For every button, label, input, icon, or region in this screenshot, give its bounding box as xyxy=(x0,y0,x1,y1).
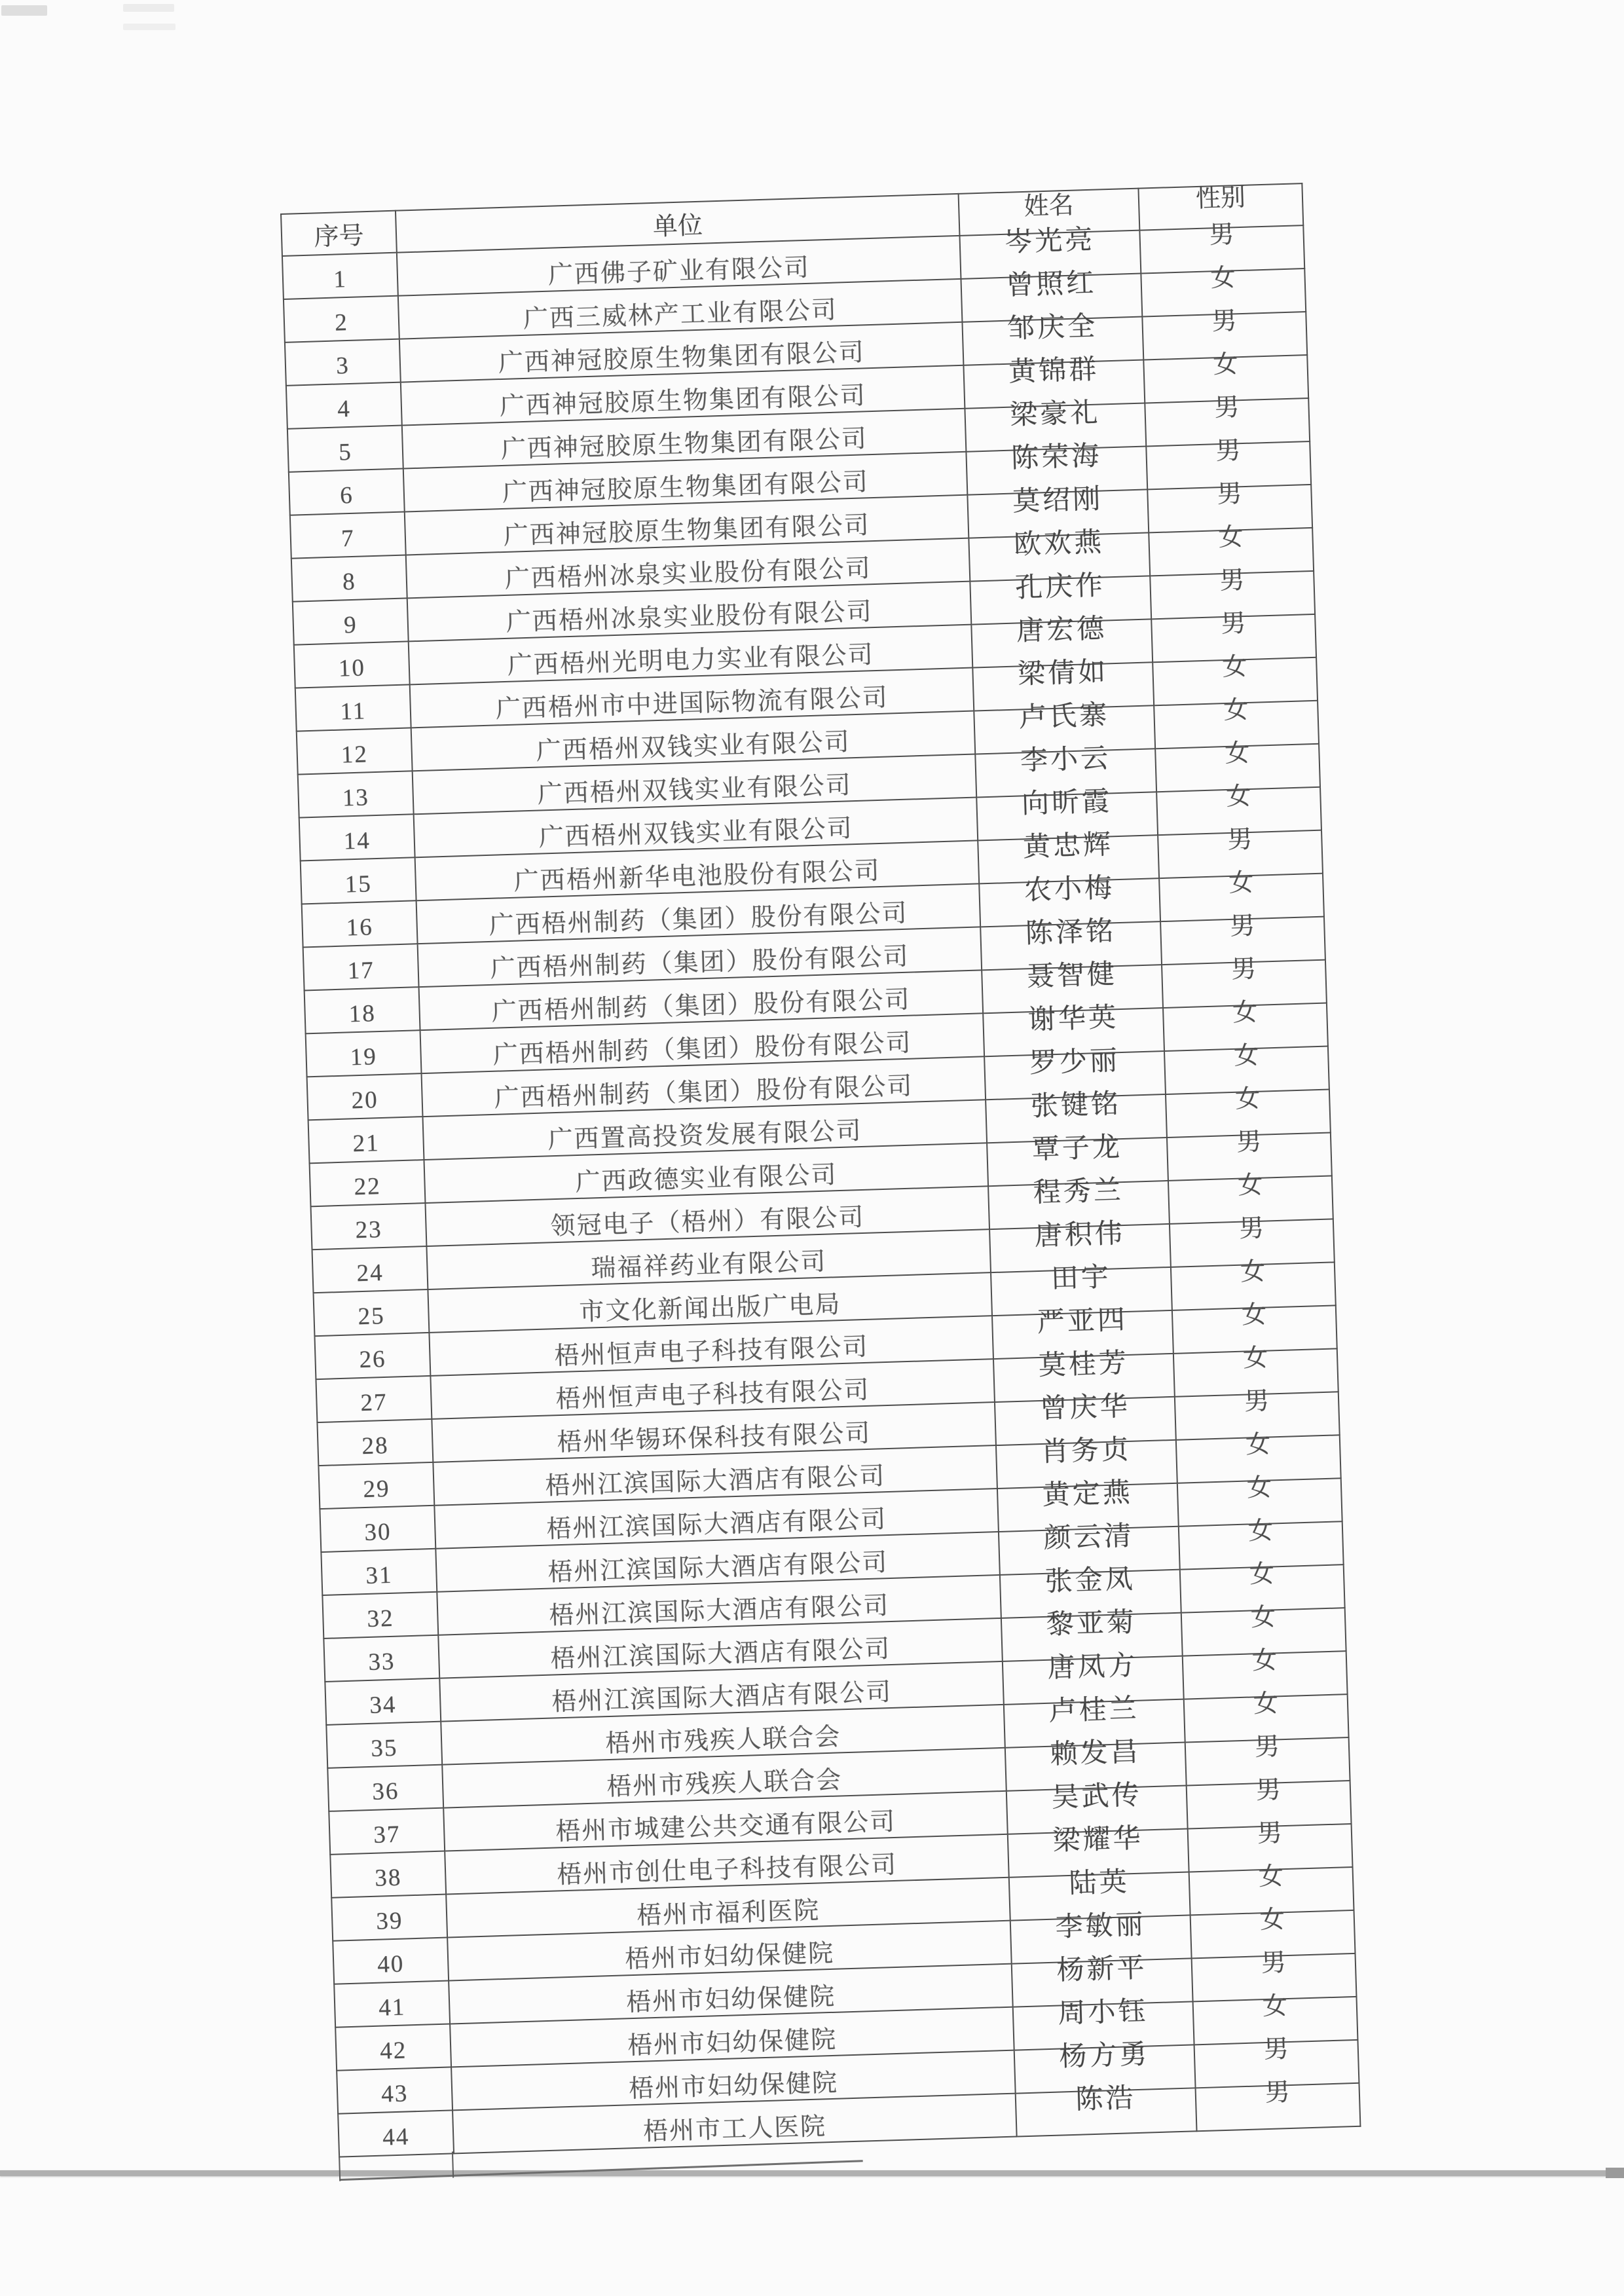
row-gender-value: 女 xyxy=(1223,695,1249,724)
row-index-cell xyxy=(295,684,411,731)
row-name-value: 李敏丽 xyxy=(1054,1910,1147,1943)
row-name-value: 颜云清 xyxy=(1043,1521,1135,1554)
row-unit-value: 广西梧州冰泉实业股份有限公司 xyxy=(504,554,872,593)
row-name-value: 程秀兰 xyxy=(1033,1176,1124,1209)
row-gender-value: 女 xyxy=(1251,1646,1278,1675)
row-index-value: 26 xyxy=(358,1345,387,1373)
row-index-value: 3 xyxy=(335,352,350,380)
row-unit-value: 梧州市工人医院 xyxy=(642,2112,827,2146)
row-unit-value: 梧州江滨国际大酒店有限公司 xyxy=(547,1548,889,1587)
row-index-cell xyxy=(285,339,401,386)
row-gender-value: 男 xyxy=(1255,1775,1282,1804)
row-index-cell xyxy=(303,944,419,990)
row-gender-cell xyxy=(1196,2078,1361,2131)
row-unit-value: 梧州市残疾人联合会 xyxy=(604,1722,841,1758)
row-index-cell xyxy=(294,641,410,688)
row-name-value: 李小云 xyxy=(1020,743,1111,777)
row-unit-value: 梧州市妇幼保健院 xyxy=(624,1939,835,1973)
row-index-cell xyxy=(290,512,406,559)
row-unit-value: 广西梧州制药（集团）股份有限公司 xyxy=(491,986,912,1026)
row-name-value: 肖务贞 xyxy=(1041,1434,1132,1468)
row-index-cell xyxy=(333,1938,449,1984)
row-unit-value: 梧州江滨国际大酒店有限公司 xyxy=(545,1505,887,1544)
table-border-stub xyxy=(339,2155,341,2181)
row-unit-value: 梧州市城建公共交通有限公司 xyxy=(555,1807,896,1845)
row-index-cell xyxy=(314,1333,430,1379)
row-index-cell xyxy=(325,1678,441,1725)
row-unit-value: 广西梧州双钱实业有限公司 xyxy=(536,728,851,766)
row-unit-value: 领冠电子（梧州）有限公司 xyxy=(549,1203,866,1240)
row-gender-value: 女 xyxy=(1224,739,1251,768)
row-index-cell xyxy=(293,598,409,644)
row-index-cell xyxy=(316,1376,432,1422)
row-index-value: 42 xyxy=(379,2036,407,2065)
row-unit-value: 广西神冠胶原生物集团有限公司 xyxy=(503,511,871,550)
row-unit-value: 广西梧州制药（集团）股份有限公司 xyxy=(494,1072,914,1113)
row-index-value: 2 xyxy=(334,308,349,337)
row-index-value: 34 xyxy=(369,1691,397,1719)
row-name-value: 邹庆全 xyxy=(1006,311,1098,344)
row-index-cell xyxy=(327,1765,443,1811)
row-index-cell xyxy=(291,555,407,601)
row-gender-value: 女 xyxy=(1241,1301,1267,1329)
row-gender-value: 女 xyxy=(1247,1516,1274,1546)
row-index-value: 27 xyxy=(360,1388,388,1416)
row-unit-value: 梧州恒声电子科技有限公司 xyxy=(555,1376,870,1413)
row-name-value: 唐宏德 xyxy=(1016,614,1107,647)
row-index-cell xyxy=(284,296,399,343)
row-index-value: 35 xyxy=(370,1734,399,1762)
row-index-value: 5 xyxy=(338,438,353,466)
row-gender-value: 女 xyxy=(1209,263,1236,292)
row-index-value: 21 xyxy=(352,1129,380,1157)
row-name-value: 田宇 xyxy=(1050,1262,1112,1295)
row-gender-value: 男 xyxy=(1211,306,1238,335)
header-index-label: 序号 xyxy=(313,221,365,251)
row-unit-value: 广西神冠胶原生物集团有限公司 xyxy=(500,424,868,464)
row-index-cell xyxy=(299,814,415,861)
row-name-value: 赖发昌 xyxy=(1049,1737,1141,1770)
row-unit-value: 瑞福祥药业有限公司 xyxy=(590,1248,828,1282)
row-unit-value: 广西神冠胶原生物集团有限公司 xyxy=(499,381,867,420)
header-gender-label: 性别 xyxy=(1195,183,1246,213)
row-index-cell xyxy=(308,1117,424,1163)
row-name-value: 周小钰 xyxy=(1057,1996,1149,2029)
row-unit-value: 梧州江滨国际大酒店有限公司 xyxy=(549,1635,891,1673)
scan-smudge xyxy=(123,24,175,30)
row-gender-value: 女 xyxy=(1249,1559,1275,1589)
scan-artifact-line-end xyxy=(1606,2168,1624,2178)
row-index-cell xyxy=(311,1203,427,1250)
row-index-value: 28 xyxy=(361,1432,390,1460)
row-index-cell xyxy=(286,382,402,429)
row-index-cell xyxy=(338,2110,454,2157)
row-unit-value: 梧州恒声电子科技有限公司 xyxy=(553,1333,869,1370)
row-unit-value: 梧州江滨国际大酒店有限公司 xyxy=(548,1591,890,1630)
row-index-cell xyxy=(334,1980,450,2027)
row-gender-value: 女 xyxy=(1234,1084,1261,1113)
row-name-value: 唐积伟 xyxy=(1034,1218,1126,1252)
row-index-cell xyxy=(322,1592,438,1639)
row-index-cell xyxy=(335,2024,451,2070)
row-index-value: 39 xyxy=(375,1907,403,1935)
row-index-value: 16 xyxy=(346,913,374,941)
row-gender-value: 女 xyxy=(1258,1862,1284,1891)
row-index-value: 9 xyxy=(343,611,358,639)
row-index-value: 22 xyxy=(354,1172,382,1200)
row-index-cell xyxy=(287,426,403,472)
row-index-cell xyxy=(312,1246,428,1293)
row-unit-value: 广西梧州制药（集团）股份有限公司 xyxy=(490,942,910,983)
row-index-value: 6 xyxy=(339,481,354,509)
row-gender-value: 男 xyxy=(1254,1732,1280,1761)
row-gender-value: 男 xyxy=(1236,1128,1262,1157)
row-gender-value: 女 xyxy=(1232,998,1258,1027)
row-index-value: 12 xyxy=(341,740,369,769)
row-index-cell xyxy=(329,1808,445,1855)
row-name-value: 唐凤方 xyxy=(1047,1650,1139,1684)
row-index-value: 30 xyxy=(363,1518,392,1546)
row-unit-value: 广西梧州光明电力实业有限公司 xyxy=(507,640,875,680)
row-name-value: 覃子龙 xyxy=(1031,1132,1123,1166)
row-gender-value: 男 xyxy=(1229,912,1255,940)
row-gender-value: 男 xyxy=(1213,393,1240,422)
row-name-value: 谢华英 xyxy=(1027,1003,1119,1036)
row-unit-value: 广西三威林产工业有限公司 xyxy=(523,296,838,333)
row-index-cell xyxy=(321,1549,437,1595)
row-name-value: 陆英 xyxy=(1068,1867,1130,1899)
scan-smudge xyxy=(123,4,174,12)
row-gender-value: 男 xyxy=(1216,479,1243,508)
row-unit-value: 广西梧州新华电池股份有限公司 xyxy=(513,857,881,896)
row-index-cell xyxy=(301,857,416,904)
row-index-cell xyxy=(289,469,405,515)
row-index-value: 33 xyxy=(367,1648,396,1676)
row-gender-value: 女 xyxy=(1253,1689,1279,1718)
row-name-cell xyxy=(1016,2083,1197,2136)
row-unit-value: 广西梧州双钱实业有限公司 xyxy=(537,771,853,809)
row-gender-value: 男 xyxy=(1227,825,1253,854)
row-index-cell xyxy=(317,1419,433,1466)
row-index-cell xyxy=(297,728,413,774)
row-index-value: 11 xyxy=(339,697,367,726)
row-unit-value: 广西佛子矿业有限公司 xyxy=(547,253,811,289)
row-index-value: 29 xyxy=(362,1475,391,1503)
row-index-value: 10 xyxy=(338,654,366,682)
row-gender-value: 男 xyxy=(1215,436,1242,465)
header-index xyxy=(281,211,397,256)
row-name-value: 黄定燕 xyxy=(1042,1477,1134,1511)
row-index-cell xyxy=(318,1462,434,1509)
row-name-value: 黄忠辉 xyxy=(1022,830,1114,863)
row-name-value: 杨方勇 xyxy=(1058,2039,1151,2073)
row-index-value: 20 xyxy=(351,1086,379,1114)
row-index-cell xyxy=(320,1506,435,1552)
row-index-cell xyxy=(331,1895,447,1941)
row-unit-value: 梧州市妇幼保健院 xyxy=(627,2026,838,2060)
row-unit-value: 梧州江滨国际大酒店有限公司 xyxy=(544,1462,886,1500)
row-index-cell xyxy=(323,1635,439,1682)
row-gender-value: 女 xyxy=(1250,1602,1276,1631)
row-gender-value: 男 xyxy=(1263,2035,1289,2064)
row-gender-value: 女 xyxy=(1237,1171,1263,1200)
row-unit-value: 梧州市福利医院 xyxy=(636,1896,821,1930)
row-gender-value: 女 xyxy=(1228,868,1254,897)
header-unit-label: 单位 xyxy=(652,212,703,241)
row-gender-value: 女 xyxy=(1240,1257,1266,1286)
row-name-value: 曾照红 xyxy=(1005,268,1097,301)
row-unit-value: 梧州市妇幼保健院 xyxy=(625,1982,836,2016)
row-gender-value: 女 xyxy=(1259,1905,1285,1934)
row-unit-value: 广西梧州制药（集团）股份有限公司 xyxy=(489,899,909,940)
row-unit-value: 梧州江滨国际大酒店有限公司 xyxy=(551,1678,893,1716)
row-unit-value: 梧州华锡环保科技有限公司 xyxy=(556,1419,872,1456)
row-unit-value: 广西政德实业有限公司 xyxy=(574,1160,838,1196)
row-index-value: 14 xyxy=(343,826,371,855)
row-gender-value: 男 xyxy=(1261,1948,1287,1977)
row-index-value: 31 xyxy=(365,1561,394,1589)
row-name-value: 农小梅 xyxy=(1024,873,1115,906)
row-index-value: 18 xyxy=(348,999,377,1028)
row-gender-value: 女 xyxy=(1217,523,1244,551)
row-index-value: 24 xyxy=(356,1259,384,1287)
row-name-value: 张键铭 xyxy=(1030,1089,1122,1122)
row-name-value: 欧欢燕 xyxy=(1013,527,1105,561)
row-unit-value: 广西梧州市中进国际物流有限公司 xyxy=(495,683,889,723)
row-gender-value: 男 xyxy=(1238,1214,1264,1243)
row-index-value: 19 xyxy=(350,1043,378,1071)
row-index-cell xyxy=(330,1851,446,1898)
row-unit-value: 广西置高投资发展有限公司 xyxy=(547,1117,863,1154)
row-gender-value: 男 xyxy=(1264,2078,1291,2107)
row-unit-value: 市文化新闻出版广电局 xyxy=(578,1290,842,1326)
row-name-value: 黎亚菊 xyxy=(1046,1607,1137,1640)
row-index-value: 38 xyxy=(374,1864,402,1892)
row-index-value: 23 xyxy=(355,1215,383,1244)
row-index-value: 25 xyxy=(357,1302,386,1330)
row-index-value: 17 xyxy=(347,956,375,984)
row-gender-value: 男 xyxy=(1230,955,1257,984)
row-unit-value: 梧州市妇幼保健院 xyxy=(628,2069,839,2103)
row-name-value: 卢桂兰 xyxy=(1048,1694,1140,1727)
row-index-cell xyxy=(307,1073,423,1120)
row-name-value: 梁倩如 xyxy=(1017,657,1109,690)
row-name-value: 莫绍刚 xyxy=(1012,484,1103,517)
row-name-value: 陈浩 xyxy=(1075,2083,1137,2115)
row-name-value: 张金凤 xyxy=(1044,1564,1136,1597)
row-index-value: 43 xyxy=(380,2079,409,2108)
row-name-value: 陈泽铭 xyxy=(1025,916,1116,950)
row-gender-value: 男 xyxy=(1257,1819,1283,1847)
row-index-cell xyxy=(310,1160,426,1206)
row-name-value: 梁豪礼 xyxy=(1009,398,1101,431)
roster-table xyxy=(280,183,1361,2158)
row-name-value: 严亚四 xyxy=(1037,1305,1128,1339)
scan-smudge xyxy=(1,5,47,16)
row-gender-value: 女 xyxy=(1262,1991,1288,2020)
row-unit-value: 广西神冠胶原生物集团有限公司 xyxy=(498,338,866,377)
row-index-value: 8 xyxy=(342,568,357,595)
row-unit-value: 广西梧州制药（集团）股份有限公司 xyxy=(492,1029,913,1069)
row-index-cell xyxy=(337,2067,452,2113)
row-name-value: 聂智健 xyxy=(1026,959,1118,993)
row-index-value: 37 xyxy=(373,1821,401,1849)
row-index-value: 44 xyxy=(382,2122,410,2151)
row-index-cell xyxy=(298,771,414,817)
row-gender-value: 女 xyxy=(1212,350,1239,379)
row-name-value: 陈荣海 xyxy=(1010,441,1102,474)
row-index-value: 40 xyxy=(377,1950,405,1978)
row-gender-value: 男 xyxy=(1244,1387,1270,1416)
row-name-value: 孔庆作 xyxy=(1014,570,1106,604)
row-unit-value: 广西神冠胶原生物集团有限公司 xyxy=(502,468,870,507)
row-index-cell xyxy=(302,900,418,947)
row-index-cell xyxy=(313,1289,429,1336)
row-gender-value: 女 xyxy=(1221,652,1248,681)
row-index-cell xyxy=(304,987,420,1033)
row-unit-value: 梧州市创仕电子科技有限公司 xyxy=(556,1851,898,1889)
row-gender-value: 女 xyxy=(1242,1344,1268,1373)
row-name-value: 岑光亮 xyxy=(1004,225,1096,258)
row-gender-value: 女 xyxy=(1225,782,1251,811)
row-name-value: 向昕霞 xyxy=(1021,787,1113,820)
table-border-stub xyxy=(452,2151,454,2177)
row-index-value: 41 xyxy=(378,1993,406,2022)
row-gender-value: 男 xyxy=(1220,609,1247,638)
row-gender-value: 女 xyxy=(1245,1430,1271,1459)
row-index-cell xyxy=(326,1722,442,1768)
row-name-value: 莫桂芳 xyxy=(1038,1348,1130,1382)
row-index-value: 32 xyxy=(366,1604,395,1633)
row-index-value: 1 xyxy=(333,265,348,293)
row-gender-value: 男 xyxy=(1208,220,1235,249)
row-name-value: 卢氏寨 xyxy=(1018,700,1110,733)
scan-artifact-line xyxy=(0,2170,1624,2176)
row-unit-value: 广西梧州双钱实业有限公司 xyxy=(538,814,854,852)
row-gender-value: 女 xyxy=(1233,1041,1259,1070)
row-gender-value: 女 xyxy=(1246,1473,1272,1502)
row-index-value: 4 xyxy=(337,395,352,423)
row-index-value: 15 xyxy=(344,870,373,898)
row-unit-value: 梧州市残疾人联合会 xyxy=(606,1766,843,1801)
table-body xyxy=(282,220,1360,2157)
row-gender-value: 男 xyxy=(1219,566,1246,595)
row-name-value: 吴武传 xyxy=(1050,1780,1143,1813)
row-index-value: 7 xyxy=(341,525,356,552)
row-index-value: 36 xyxy=(371,1777,399,1805)
row-name-value: 梁耀华 xyxy=(1052,1823,1144,1857)
header-name-label: 姓名 xyxy=(1024,191,1075,221)
table-rotation-wrapper xyxy=(280,183,1359,2157)
row-unit-value: 广西梧州冰泉实业股份有限公司 xyxy=(506,597,874,637)
row-index-cell xyxy=(282,253,398,299)
row-name-value: 罗少丽 xyxy=(1029,1046,1120,1079)
row-index-cell xyxy=(306,1030,422,1077)
row-index-value: 13 xyxy=(342,783,370,812)
row-name-value: 曾庆华 xyxy=(1039,1391,1131,1425)
row-name-value: 杨新平 xyxy=(1056,1953,1148,1986)
row-name-value: 黄锦群 xyxy=(1008,354,1099,388)
